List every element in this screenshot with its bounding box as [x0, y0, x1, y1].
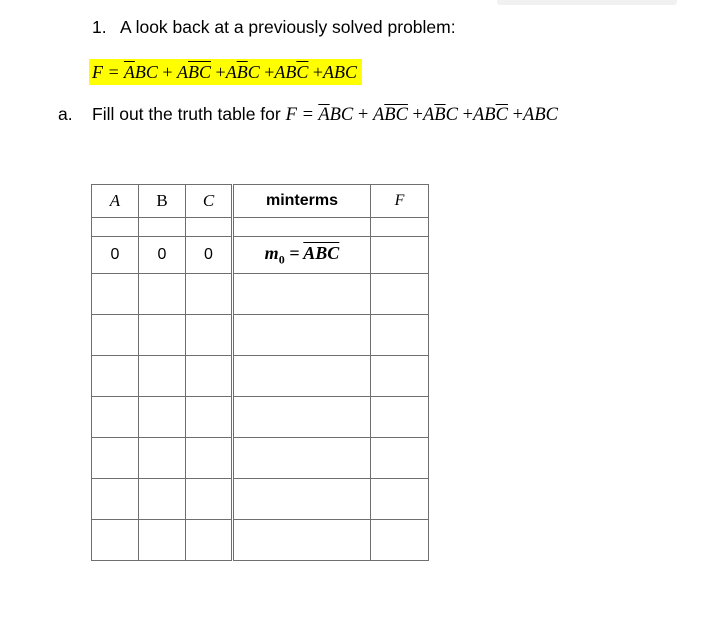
- expr-var: C: [247, 62, 260, 82]
- header-a: A: [92, 185, 139, 218]
- expr-term: [158, 62, 211, 82]
- expr-equals: =: [107, 62, 120, 82]
- cell-b[interactable]: [139, 520, 186, 561]
- cell-a[interactable]: [92, 356, 139, 397]
- part-a: [58, 104, 558, 126]
- table-header-row: [92, 185, 429, 218]
- cell-f[interactable]: [371, 520, 429, 561]
- cell-minterm[interactable]: [233, 479, 371, 520]
- table-row: [92, 274, 429, 315]
- expr-operator: +: [353, 105, 373, 125]
- header-c: C: [186, 185, 233, 218]
- cell-c[interactable]: [186, 356, 233, 397]
- cell-a[interactable]: [92, 274, 139, 315]
- header-f: F: [371, 185, 429, 218]
- cell-c[interactable]: [186, 520, 233, 561]
- cell-f[interactable]: [371, 397, 429, 438]
- top-scroll-bar: [497, 0, 677, 5]
- highlighted-expression: [89, 59, 362, 85]
- question-text: A look back at a previously solved problem:: [120, 17, 456, 37]
- expr-var-complemented: $\overline{A}$: [318, 105, 330, 125]
- cell-f[interactable]: [371, 479, 429, 520]
- expr-operator: +: [407, 105, 423, 125]
- expr-lhs: F: [92, 62, 103, 82]
- expr-term: [458, 105, 508, 125]
- cell-a[interactable]: [92, 315, 139, 356]
- expr-term: [508, 105, 558, 125]
- cell-f[interactable]: [371, 356, 429, 397]
- expr-var-complemented: $\overline{A}$: [123, 62, 135, 82]
- expr-var: BC: [329, 105, 354, 125]
- cell-f[interactable]: [371, 438, 429, 479]
- expr-operator: +: [259, 62, 275, 82]
- expr-var: A: [372, 105, 385, 125]
- minterm-var: m: [264, 242, 279, 263]
- cell-a[interactable]: 0: [92, 237, 139, 274]
- expr-var: C: [445, 105, 458, 125]
- header-minterms: minterms: [233, 185, 371, 218]
- part-a-expression: [286, 105, 558, 125]
- header-b: B: [139, 185, 186, 218]
- spacer-cell: [371, 218, 429, 237]
- expr-terms: [318, 105, 558, 125]
- expr-var-complemented: $\overline{B}$: [236, 62, 248, 82]
- expr-equals: =: [301, 105, 315, 125]
- question-number: 1.: [92, 17, 107, 37]
- expr-operator: +: [308, 62, 324, 82]
- expr-term: [308, 62, 357, 82]
- question-1: [92, 17, 456, 38]
- expr-operator: +: [157, 62, 178, 82]
- cell-c[interactable]: [186, 479, 233, 520]
- cell-b[interactable]: [139, 356, 186, 397]
- minterm-expr: $\overline{ABC}$: [303, 242, 340, 263]
- cell-minterm[interactable]: [233, 397, 371, 438]
- table-row: [92, 479, 429, 520]
- cell-f[interactable]: [371, 237, 429, 274]
- spacer-cell: [233, 218, 371, 237]
- spacer-cell: [92, 218, 139, 237]
- cell-b[interactable]: [139, 479, 186, 520]
- cell-b[interactable]: [139, 397, 186, 438]
- part-a-text: Fill out the truth table for: [92, 104, 281, 124]
- expr-var-complemented: $\overline{B}$: [434, 105, 446, 125]
- expr-var: A: [225, 62, 237, 82]
- expr-operator: +: [507, 105, 524, 125]
- expr-var-complemented: $\overline{BC}$: [384, 105, 408, 125]
- cell-b[interactable]: [139, 315, 186, 356]
- table-row: [92, 438, 429, 479]
- truth-table: [91, 184, 429, 561]
- table-spacer-row: [92, 218, 429, 237]
- cell-a[interactable]: [92, 438, 139, 479]
- expr-terms: [124, 62, 357, 82]
- cell-minterm[interactable]: [233, 237, 371, 274]
- table-row: [92, 520, 429, 561]
- cell-minterm[interactable]: [233, 356, 371, 397]
- cell-f[interactable]: [371, 315, 429, 356]
- expr-term: [260, 62, 309, 82]
- cell-a[interactable]: [92, 520, 139, 561]
- expr-lhs: F: [285, 105, 297, 125]
- cell-minterm[interactable]: [233, 438, 371, 479]
- table-row: [92, 237, 429, 274]
- cell-b[interactable]: [139, 274, 186, 315]
- cell-c[interactable]: [186, 397, 233, 438]
- expr-var-complemented: $\overline{C}$: [495, 105, 508, 125]
- cell-f[interactable]: [371, 274, 429, 315]
- cell-c[interactable]: [186, 438, 233, 479]
- expr-var: A: [422, 105, 435, 125]
- minterm-sub: 0: [278, 252, 285, 267]
- spacer-cell: [139, 218, 186, 237]
- cell-minterm[interactable]: [233, 520, 371, 561]
- cell-c[interactable]: [186, 274, 233, 315]
- expr-var-complemented: $\overline{C}$: [296, 62, 309, 82]
- table-row: [92, 397, 429, 438]
- part-a-label: a.: [58, 104, 73, 124]
- cell-c[interactable]: 0: [186, 237, 233, 274]
- table-row: [92, 315, 429, 356]
- minterm-eq: =: [289, 242, 300, 263]
- expr-var: AB: [274, 62, 297, 82]
- table-row: [92, 356, 429, 397]
- cell-minterm[interactable]: [233, 315, 371, 356]
- expr-var: AB: [473, 105, 496, 125]
- expr-term: [408, 105, 458, 125]
- cell-a[interactable]: [92, 479, 139, 520]
- expr-operator: +: [211, 62, 226, 82]
- cell-c[interactable]: [186, 315, 233, 356]
- cell-a[interactable]: [92, 397, 139, 438]
- expr-var: BC: [134, 62, 158, 82]
- cell-b[interactable]: 0: [139, 237, 186, 274]
- expr-operator: +: [457, 105, 473, 125]
- cell-b[interactable]: [139, 438, 186, 479]
- expr-var: ABC: [323, 62, 358, 82]
- cell-minterm[interactable]: [233, 274, 371, 315]
- expr-var-complemented: $\overline{BC}$: [188, 62, 212, 82]
- expr-var: ABC: [523, 105, 558, 125]
- expr-term: [124, 62, 158, 82]
- expr-term: [318, 105, 353, 125]
- expr-term: [353, 105, 408, 125]
- expr-var: A: [177, 62, 189, 82]
- spacer-cell: [186, 218, 233, 237]
- expr-term: [211, 62, 260, 82]
